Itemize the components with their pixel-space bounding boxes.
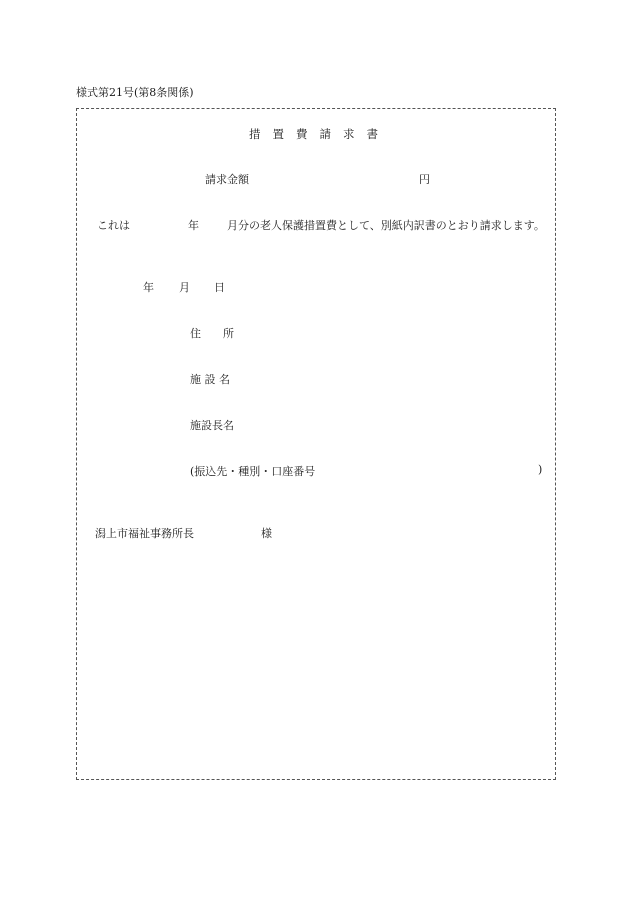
amount-unit: 円 [419, 173, 430, 186]
form-number: 様式第21号(第8条関係) [76, 86, 194, 99]
request-statement [83, 218, 555, 233]
statement-year: 年 [188, 219, 199, 232]
date-day: 日 [214, 281, 225, 294]
form-title: 措置費請求書 [249, 127, 390, 141]
statement-rest: 月分の老人保護措置費として、別紙内訳書のとおり請求します。 [227, 219, 545, 232]
statement-prefix: これは [97, 219, 130, 232]
bank-account-label: (振込先・種別・口座番号 [190, 465, 316, 478]
bank-account-close-paren: ) [538, 463, 543, 476]
date-month: 月 [179, 281, 190, 294]
date-year: 年 [143, 281, 154, 294]
facility-name-label: 施 設 名 [190, 373, 230, 386]
addressee: 潟上市福祉事務所長 [95, 527, 194, 540]
amount-label: 請求金額 [205, 173, 249, 186]
director-name-label: 施設長名 [190, 419, 234, 432]
form-frame [76, 108, 556, 780]
honorific: 様 [261, 527, 272, 540]
address-label: 住 所 [190, 327, 234, 340]
